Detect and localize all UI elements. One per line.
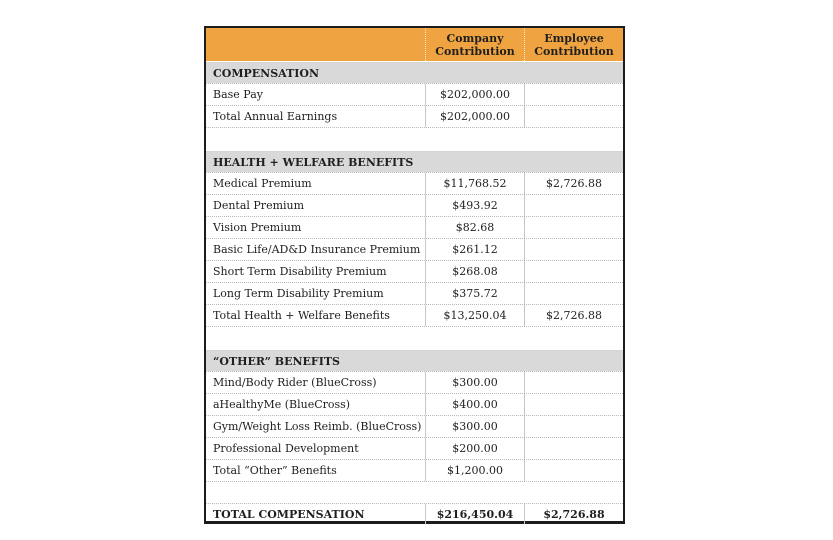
- company-contribution-value: $300.00: [425, 416, 524, 437]
- table-row: [206, 238, 623, 260]
- table-row: [206, 393, 623, 415]
- section-spacer: [206, 326, 623, 350]
- company-contribution-value: $493.92: [425, 195, 524, 216]
- row-label: Long Term Disability Premium: [213, 287, 384, 300]
- table-row: [206, 216, 623, 238]
- table-row: [206, 415, 623, 437]
- company-contribution-value: $82.68: [425, 217, 524, 238]
- section-spacer: [206, 481, 623, 503]
- row-label: Total Annual Earnings: [213, 110, 338, 123]
- section-header-compensation: COMPENSATION: [206, 62, 623, 83]
- total-compensation-row: [206, 503, 623, 524]
- table-row: [206, 282, 623, 304]
- employee-contribution-value: [524, 261, 623, 282]
- company-contribution-value: $1,200.00: [425, 460, 524, 481]
- employee-contribution-value: [524, 239, 623, 260]
- row-label: Vision Premium: [213, 221, 302, 234]
- table-row: [206, 371, 623, 393]
- row-label: Professional Development: [213, 442, 359, 455]
- row-label: Mind/Body Rider (BlueCross): [213, 376, 377, 389]
- row-label: Dental Premium: [213, 199, 305, 212]
- company-contribution-value: $202,000.00: [425, 84, 524, 105]
- employee-contribution-value: [524, 283, 623, 304]
- company-contribution-value: $13,250.04: [425, 305, 524, 326]
- row-label: Total “Other” Benefits: [213, 464, 337, 477]
- row-label: Medical Premium: [213, 177, 312, 190]
- table-row: [206, 194, 623, 216]
- company-contribution-value: $200.00: [425, 438, 524, 459]
- compensation-table: [204, 26, 625, 524]
- header-empty-cell: [206, 28, 425, 61]
- total-company-contribution-value: $216,450.04: [425, 504, 524, 524]
- table-row: [206, 437, 623, 459]
- employee-contribution-value: [524, 460, 623, 481]
- employee-contribution-header: Employee Contribution: [524, 28, 623, 61]
- employee-contribution-value: $2,726.88: [524, 305, 623, 326]
- section-spacer: [206, 127, 623, 151]
- employee-contribution-value: [524, 195, 623, 216]
- row-label: Short Term Disability Premium: [213, 265, 387, 278]
- row-label: aHealthyMe (BlueCross): [213, 398, 351, 411]
- company-contribution-value: $300.00: [425, 372, 524, 393]
- employee-contribution-value: [524, 438, 623, 459]
- table-row: [206, 304, 623, 326]
- company-contribution-header: Company Contribution: [425, 28, 524, 61]
- section-header-other-benefits: “OTHER” BENEFITS: [206, 350, 623, 371]
- employee-contribution-value: [524, 372, 623, 393]
- employee-contribution-value: [524, 394, 623, 415]
- table-row: [206, 105, 623, 127]
- row-label: Total Health + Welfare Benefits: [213, 309, 390, 322]
- company-contribution-value: $268.08: [425, 261, 524, 282]
- row-label: Basic Life/AD&D Insurance Premium: [213, 243, 421, 256]
- employee-contribution-value: [524, 217, 623, 238]
- company-contribution-value: $375.72: [425, 283, 524, 304]
- employee-contribution-value: [524, 416, 623, 437]
- table-row: [206, 172, 623, 194]
- total-employee-contribution-value: $2,726.88: [524, 504, 623, 524]
- section-header-health-welfare: HEALTH + WELFARE BENEFITS: [206, 151, 623, 172]
- employee-contribution-value: $2,726.88: [524, 173, 623, 194]
- total-label: TOTAL COMPENSATION: [213, 507, 365, 521]
- table-row: [206, 83, 623, 105]
- table-row: [206, 260, 623, 282]
- table-row: [206, 459, 623, 481]
- employee-contribution-value: [524, 106, 623, 127]
- employee-contribution-value: [524, 84, 623, 105]
- company-contribution-value: $261.12: [425, 239, 524, 260]
- row-label: Base Pay: [213, 88, 263, 101]
- company-contribution-value: $202,000.00: [425, 106, 524, 127]
- company-contribution-value: $400.00: [425, 394, 524, 415]
- row-label: Gym/Weight Loss Reimb. (BlueCross): [213, 420, 422, 433]
- table-header-row: [206, 28, 623, 62]
- company-contribution-value: $11,768.52: [425, 173, 524, 194]
